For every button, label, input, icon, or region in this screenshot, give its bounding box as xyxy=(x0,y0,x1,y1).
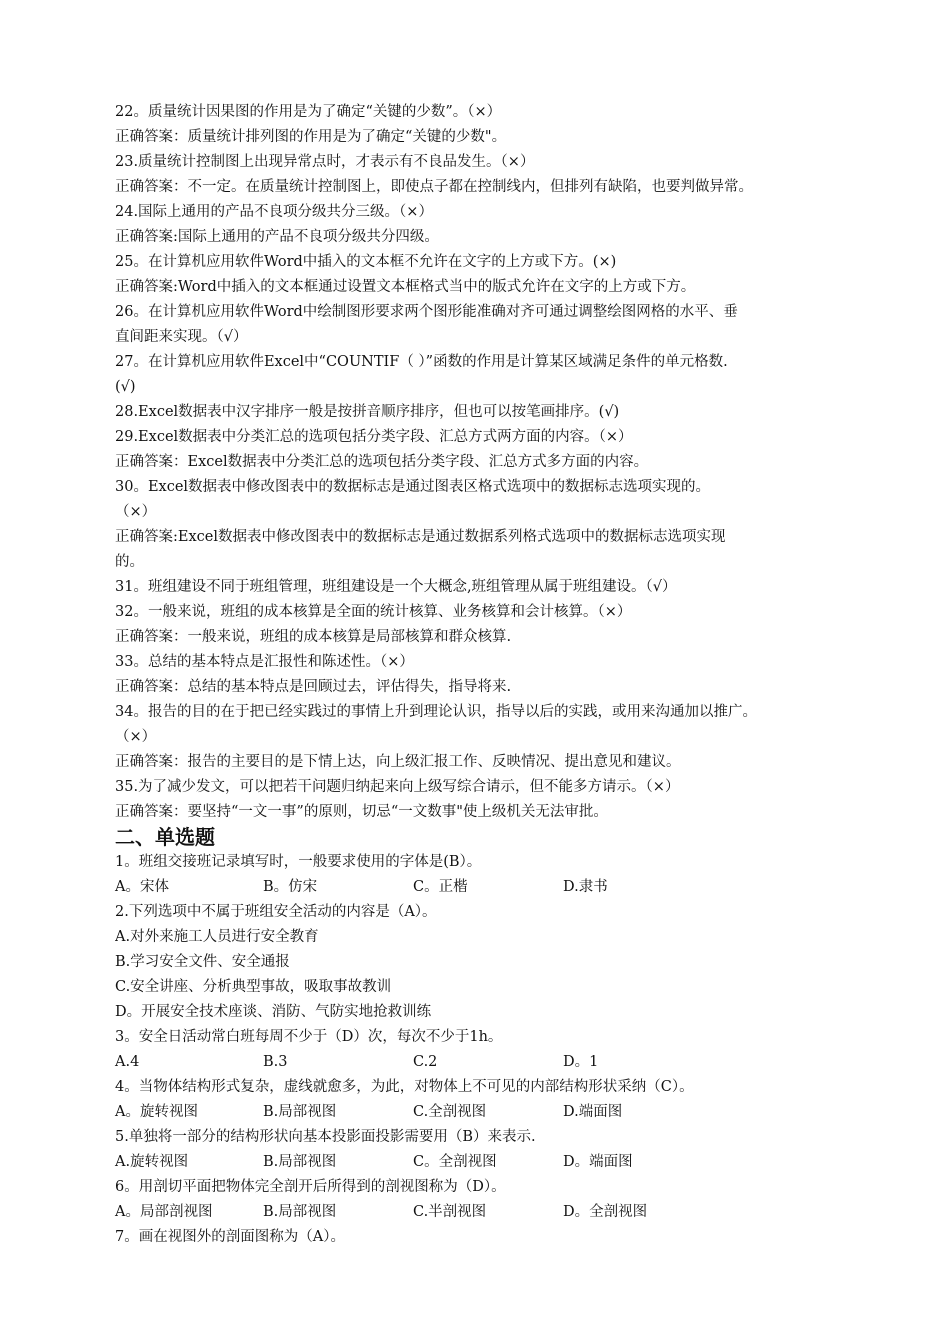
text-line: 33。总结的基本特点是汇报性和陈述性。（×） xyxy=(115,654,414,670)
text-line: 27。在计算机应用软件Excel中“COUNTIF（ ）”函数的作用是计算某区域满足条件的单元格数. xyxy=(115,354,728,370)
multiple-choice-section xyxy=(115,850,855,1250)
options-row xyxy=(115,1100,855,1125)
option-item: C。全剖视图 xyxy=(413,1154,497,1170)
question-line: 4。当物体结构形式复杂，虚线就愈多，为此，对物体上不可见的内部结构形状采纳（C）。 xyxy=(115,1079,694,1095)
question-line: 5.单独将一部分的结构形状向基本投影面投影需要用（B）来表示. xyxy=(115,1129,536,1145)
text-line: （×） xyxy=(115,504,157,520)
options-row xyxy=(115,1150,855,1175)
text-line: 28.Excel数据表中汉字排序一般是按拼音顺序排序，但也可以按笔画排序。(√) xyxy=(115,404,620,420)
option-item: D.端面图 xyxy=(563,1104,623,1120)
text-line: 31。班组建设不同于班组管理，班组建设是一个大概念,班组管理从属于班组建设。（√） xyxy=(115,579,677,595)
option-item: C。正楷 xyxy=(413,879,468,895)
text-line: (√) xyxy=(115,379,136,395)
text-line: 正确答案：要坚持“一文一事”的原则，切忌“一文数事"使上级机关无法审批。 xyxy=(115,804,608,820)
text-line: 22。质量统计因果图的作用是为了确定“关键的少数”。（×） xyxy=(115,104,502,120)
option-item: A。局部剖视图 xyxy=(115,1204,213,1220)
option-item: D。1 xyxy=(563,1054,599,1070)
text-line: 正确答案:Excel数据表中修改图表中的数据标志是通过数据系列格式选项中的数据标志选项实现 xyxy=(115,529,726,545)
option-item: D。端面图 xyxy=(563,1154,633,1170)
document-page xyxy=(115,100,855,1250)
true-false-section xyxy=(115,100,855,825)
question-line: B.学习安全文件、安全通报 xyxy=(115,954,290,970)
options-row xyxy=(115,1200,855,1225)
text-line: 正确答案：不一定。在质量统计控制图上，即使点子都在控制线内，但排列有缺陷，也要判做异常。 xyxy=(115,179,753,195)
text-line: 正确答案：报告的主要目的是下情上达，向上级汇报工作、反映情况、提出意见和建议。 xyxy=(115,754,681,770)
option-item: C.半剖视图 xyxy=(413,1204,487,1220)
question-line: A.对外来施工人员进行安全教育 xyxy=(115,929,319,945)
option-item: D。全剖视图 xyxy=(563,1204,648,1220)
option-item: B.局部视图 xyxy=(263,1204,337,1220)
question-line: 6。用剖切平面把物体完全剖开后所得到的剖视图称为（D）。 xyxy=(115,1179,506,1195)
text-line: 34。报告的目的在于把已经实践过的事情上升到理论认识，指导以后的实践，或用来沟通加以推广。 xyxy=(115,704,757,720)
option-item: A。旋转视图 xyxy=(115,1104,198,1120)
text-line: 26。在计算机应用软件Word中绘制图形要求两个图形能准确对齐可通过调整绘图网格的水平、垂 xyxy=(115,304,738,320)
option-item: C.全剖视图 xyxy=(413,1104,487,1120)
question-line: C.安全讲座、分析典型事故，吸取事故教训 xyxy=(115,979,392,995)
text-line: 24.国际上通用的产品不良项分级共分三级。（×） xyxy=(115,204,433,220)
text-line: 30。Excel数据表中修改图表中的数据标志是通过图表区格式选项中的数据标志选项实现的。 xyxy=(115,479,711,495)
section-heading: 二、单选题 xyxy=(115,825,215,849)
question-line: 2.下列选项中不属于班组安全活动的内容是（A）。 xyxy=(115,904,437,920)
option-item: A.4 xyxy=(115,1054,140,1070)
options-row xyxy=(115,1050,855,1075)
text-line: 正确答案：总结的基本特点是回顾过去，评估得失，指导将来. xyxy=(115,679,512,695)
text-line: 正确答案：质量统计排列图的作用是为了确定“关键的少数"。 xyxy=(115,129,507,145)
text-line: 正确答案:Word中插入的文本框通过设置文本框格式当中的版式允许在文字的上方或下方。 xyxy=(115,279,696,295)
text-line: 正确答案:国际上通用的产品不良项分级共分四级。 xyxy=(115,229,439,245)
option-item: B.3 xyxy=(263,1054,288,1070)
question-line: D。开展安全技术座谈、消防、气防实地抢救训练 xyxy=(115,1004,432,1020)
text-line: 23.质量统计控制图上出现异常点时，才表示有不良品发生。（×） xyxy=(115,154,535,170)
text-line: 正确答案：一般来说，班组的成本核算是局部核算和群众核算. xyxy=(115,629,512,645)
text-line: （×） xyxy=(115,729,157,745)
text-line: 25。在计算机应用软件Word中插入的文本框不允许在文字的上方或下方。(×) xyxy=(115,254,617,270)
text-line: 32。一般来说，班组的成本核算是全面的统计核算、业务核算和会计核算。（×） xyxy=(115,604,632,620)
option-item: B.局部视图 xyxy=(263,1154,337,1170)
option-item: B.局部视图 xyxy=(263,1104,337,1120)
option-item: C.2 xyxy=(413,1054,438,1070)
text-line: 直间距来实现。（√） xyxy=(115,329,248,345)
text-line: 的。 xyxy=(115,554,144,570)
option-item: D.隶书 xyxy=(563,879,608,895)
option-item: A.旋转视图 xyxy=(115,1154,189,1170)
question-line: 7。画在视图外的剖面图称为（A）。 xyxy=(115,1229,345,1245)
option-item: B。仿宋 xyxy=(263,879,318,895)
question-line: 3。安全日活动常白班每周不少于（D）次，每次不少于1h。 xyxy=(115,1029,503,1045)
question-line: 1。班组交接班记录填写时，一般要求使用的字体是(B）。 xyxy=(115,854,482,870)
text-line: 29.Excel数据表中分类汇总的选项包括分类字段、汇总方式两方面的内容。（×） xyxy=(115,429,633,445)
text-line: 正确答案：Excel数据表中分类汇总的选项包括分类字段、汇总方式多方面的内容。 xyxy=(115,454,649,470)
option-item: A。宋体 xyxy=(115,879,169,895)
options-row xyxy=(115,875,855,900)
text-line: 35.为了减少发文，可以把若干问题归纳起来向上级写综合请示，但不能多方请示。（×） xyxy=(115,779,680,795)
